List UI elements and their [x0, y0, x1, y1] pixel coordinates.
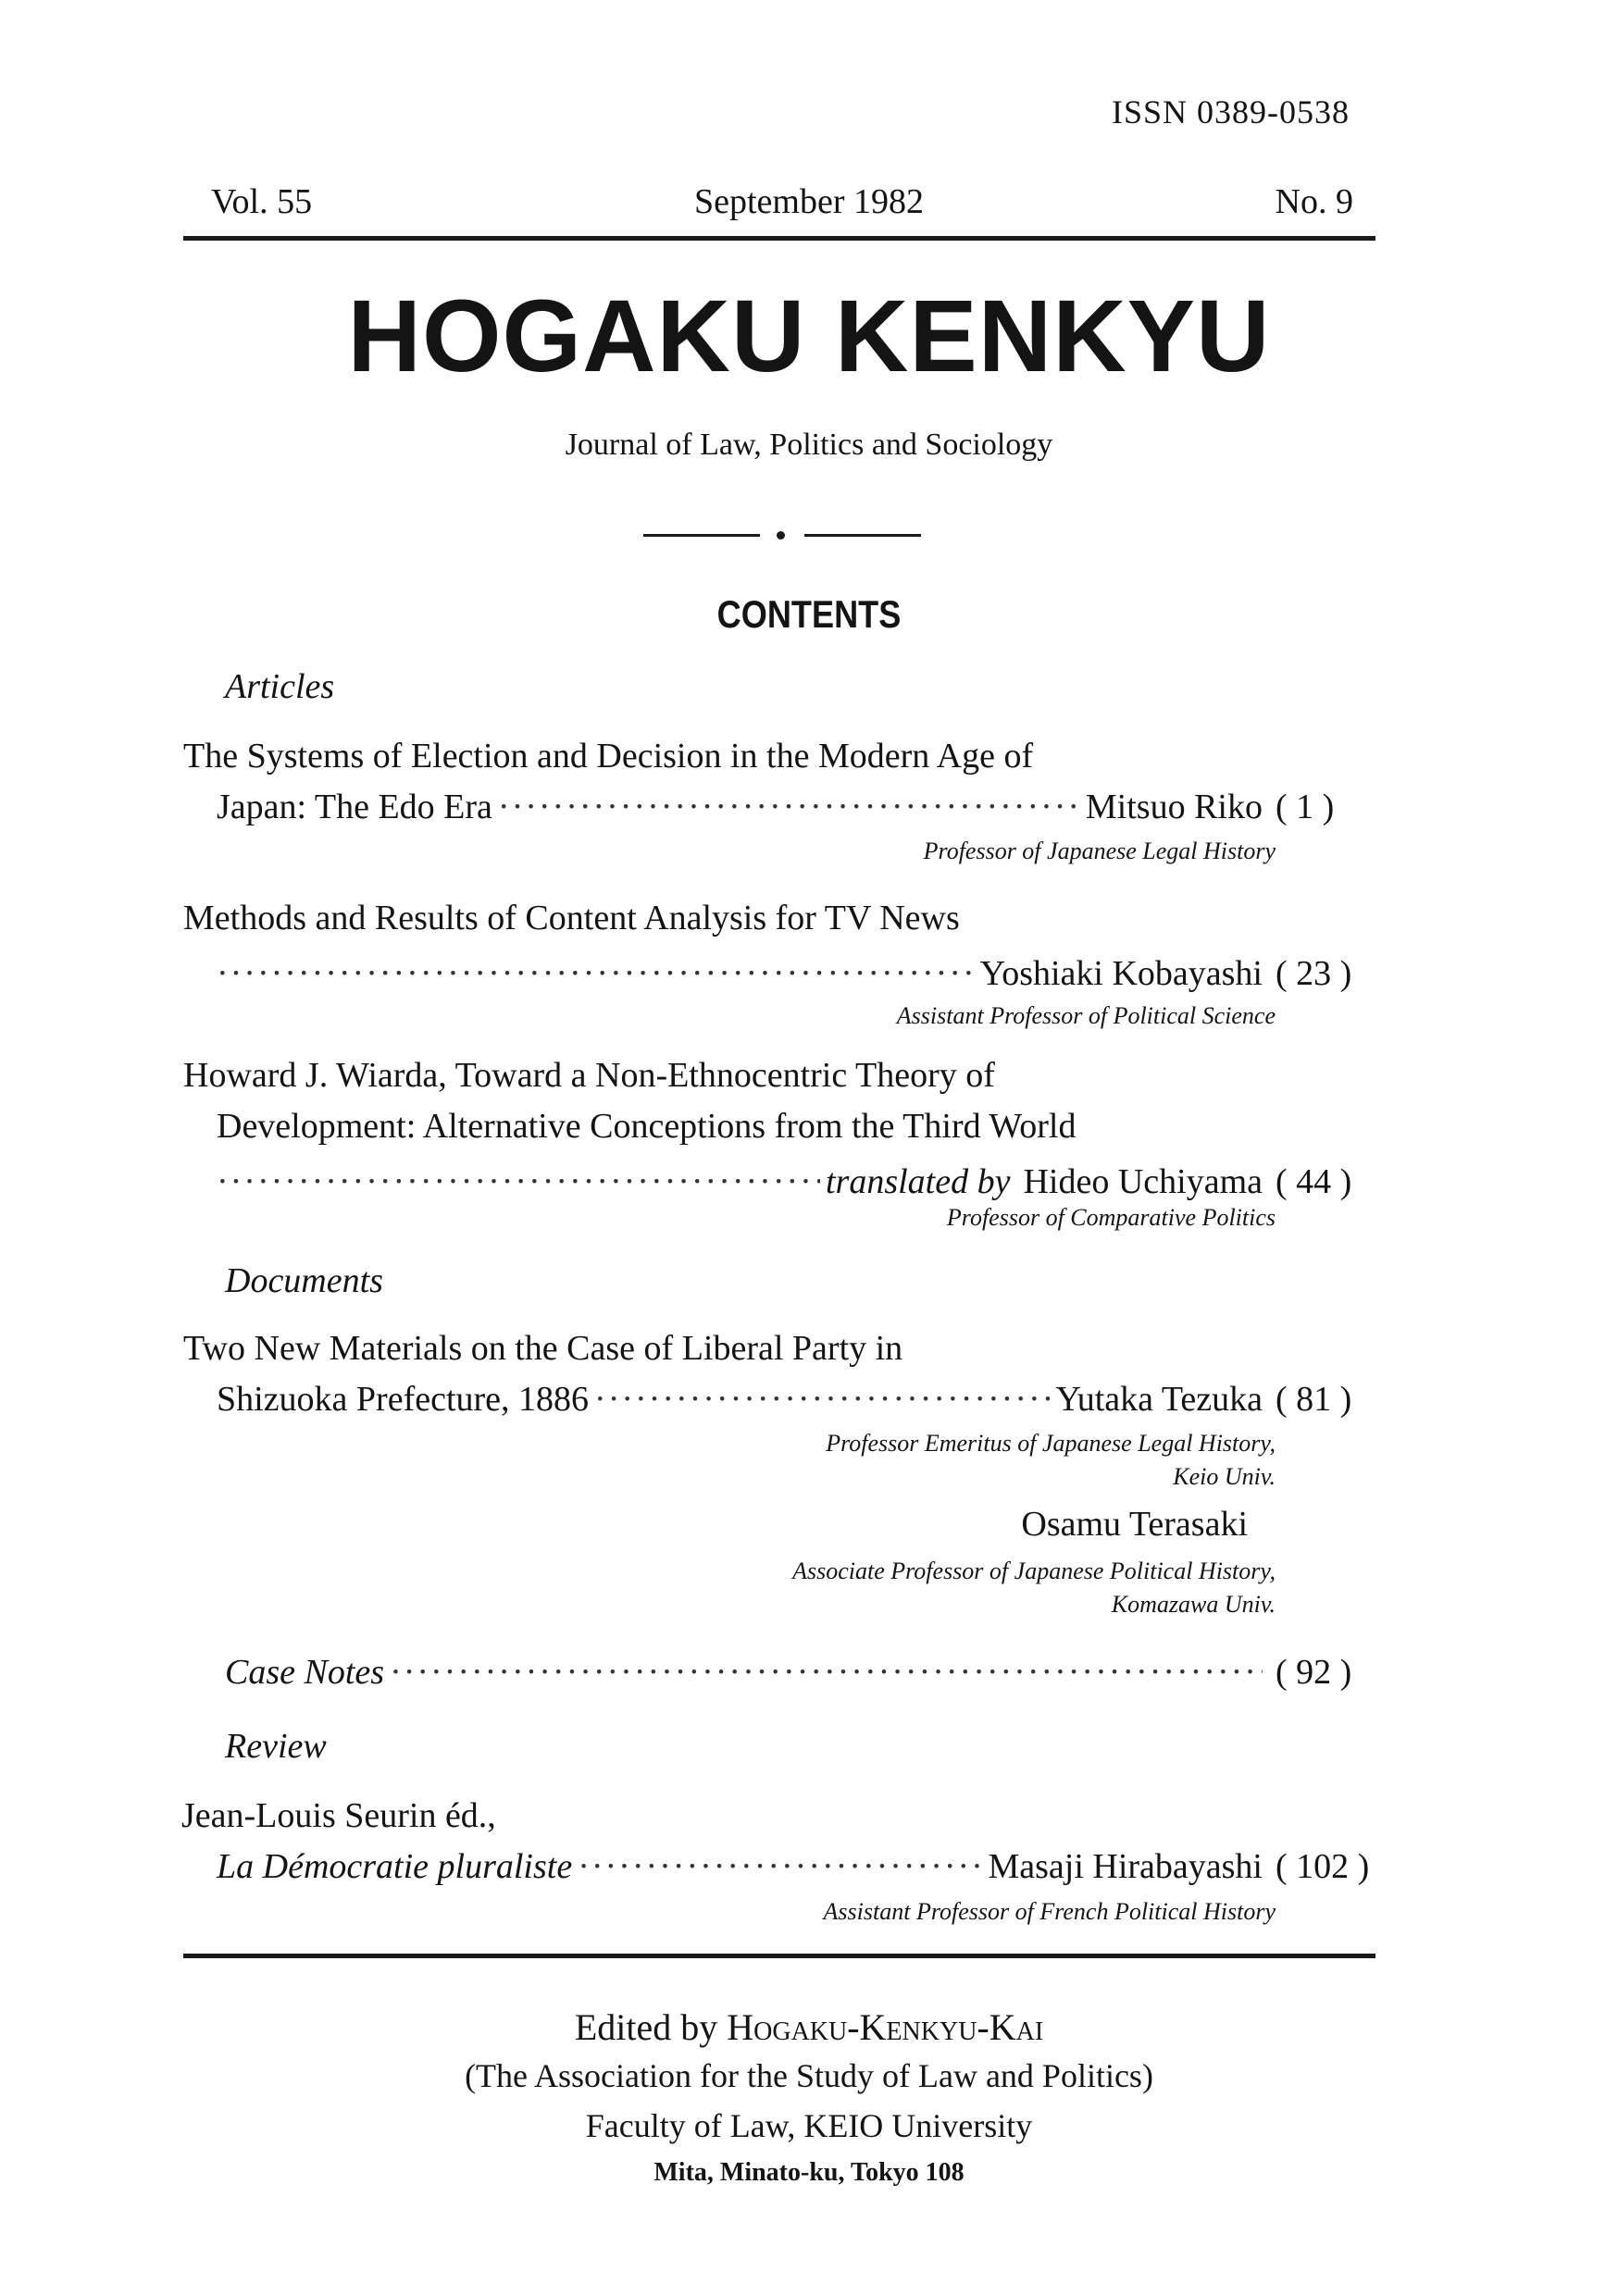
- section-documents: Documents: [225, 1261, 383, 1300]
- dot-leader: [578, 1846, 982, 1887]
- bottom-rule: [183, 1954, 1375, 1958]
- document-1-title-line-2: Shizuoka Prefecture, 1886: [217, 1380, 590, 1419]
- document-1-title-line-1: Two New Materials on the Case of Liberal Party in: [183, 1329, 903, 1368]
- document-1-page: ( 81 ): [1276, 1380, 1352, 1419]
- journal-title: HOGAKU KENKYU: [347, 279, 1271, 393]
- article-3-affiliation: Professor of Comparative Politics: [946, 1204, 1276, 1231]
- top-rule: [183, 236, 1375, 241]
- contents-heading: CONTENTS: [716, 592, 902, 636]
- article-3-page: ( 44 ): [1276, 1162, 1352, 1201]
- ornament-line-left: [643, 534, 760, 537]
- article-1-affiliation: Professor of Japanese Legal History: [923, 838, 1276, 864]
- article-1-entry-row: [217, 787, 1263, 827]
- issn: ISSN 0389-0538: [1111, 93, 1350, 130]
- article-2-affiliation: Assistant Professor of Political Science: [896, 1002, 1276, 1029]
- document-1-second-affiliation-line-1: Associate Professor of Japanese Political History,: [792, 1558, 1276, 1584]
- footer-association: (The Association for the Study of Law and Politics): [465, 2057, 1153, 2094]
- edited-by-label: Edited by: [574, 2006, 718, 2048]
- article-1-title-line-1: The Systems of Election and Decision in the Modern Age of: [183, 737, 1034, 776]
- review-1-title-line-1: Jean-Louis Seurin éd.,: [181, 1796, 496, 1835]
- footer-address: Mita, Minato-ku, Tokyo 108: [653, 2158, 965, 2187]
- footer-faculty: Faculty of Law, KEIO University: [585, 2107, 1033, 2144]
- document-1-entry-row: [217, 1379, 1263, 1420]
- case-notes-entry-row: [225, 1652, 1263, 1693]
- document-1-affiliation-line-2: Keio Univ.: [1173, 1463, 1276, 1490]
- document-1-second-author: Osamu Terasaki: [1021, 1505, 1248, 1544]
- ornament-line-right: [804, 534, 921, 537]
- article-2-page: ( 23 ): [1276, 954, 1352, 993]
- section-case-notes: Case Notes: [225, 1653, 385, 1692]
- article-2-author: Yoshiaki Kobayashi: [979, 954, 1263, 993]
- review-1-affiliation: Assistant Professor of French Political History: [823, 1898, 1276, 1925]
- document-1-affiliation-line-1: Professor Emeritus of Japanese Legal History,: [826, 1430, 1276, 1457]
- article-3-title-line-2: Development: Alternative Conceptions from the Third World: [217, 1107, 1077, 1146]
- review-1-author: Masaji Hirabayashi: [988, 1847, 1263, 1886]
- section-review: Review: [225, 1727, 327, 1766]
- article-1-page: ( 1 ): [1276, 788, 1335, 826]
- article-2-entry-row: [217, 953, 1263, 994]
- case-notes-page: ( 92 ): [1276, 1653, 1352, 1692]
- section-articles: Articles: [225, 667, 335, 706]
- document-1-second-affiliation-line-2: Komazawa Univ.: [1111, 1591, 1276, 1618]
- document-1-author: Yutaka Tezuka: [1055, 1380, 1263, 1419]
- dot-leader: [217, 953, 975, 994]
- review-1-page: ( 102 ): [1276, 1847, 1370, 1886]
- translated-by-label: translated by: [825, 1162, 1011, 1201]
- article-1-author: Mitsuo Riko: [1085, 788, 1263, 826]
- review-1-entry-row: [217, 1846, 1263, 1887]
- article-2-title: Methods and Results of Content Analysis for TV News: [183, 899, 960, 937]
- dot-leader: [498, 787, 1080, 827]
- ornament-dot: [777, 531, 785, 540]
- dot-leader: [390, 1652, 1263, 1693]
- volume: Vol. 55: [211, 182, 313, 221]
- article-1-title-line-2: Japan: The Edo Era: [217, 788, 492, 826]
- article-3-title-line-1: Howard J. Wiarda, Toward a Non-Ethnocentric Theory of: [183, 1056, 995, 1095]
- article-3-entry-row: [217, 1161, 1263, 1202]
- ornament-divider: [643, 530, 921, 541]
- footer-editor-line: [0, 2005, 1618, 2049]
- issue-number: No. 9: [1275, 182, 1353, 221]
- dot-leader: [217, 1161, 820, 1202]
- dot-leader: [594, 1379, 1050, 1420]
- article-3-author: Hideo Uchiyama: [1023, 1162, 1263, 1201]
- journal-subtitle: Journal of Law, Politics and Sociology: [565, 428, 1053, 462]
- review-1-title-line-2: La Démocratie pluraliste: [217, 1847, 573, 1886]
- editor-name: Hogaku-Kenkyu-Kai: [727, 2006, 1044, 2048]
- issue-date: September 1982: [693, 182, 924, 221]
